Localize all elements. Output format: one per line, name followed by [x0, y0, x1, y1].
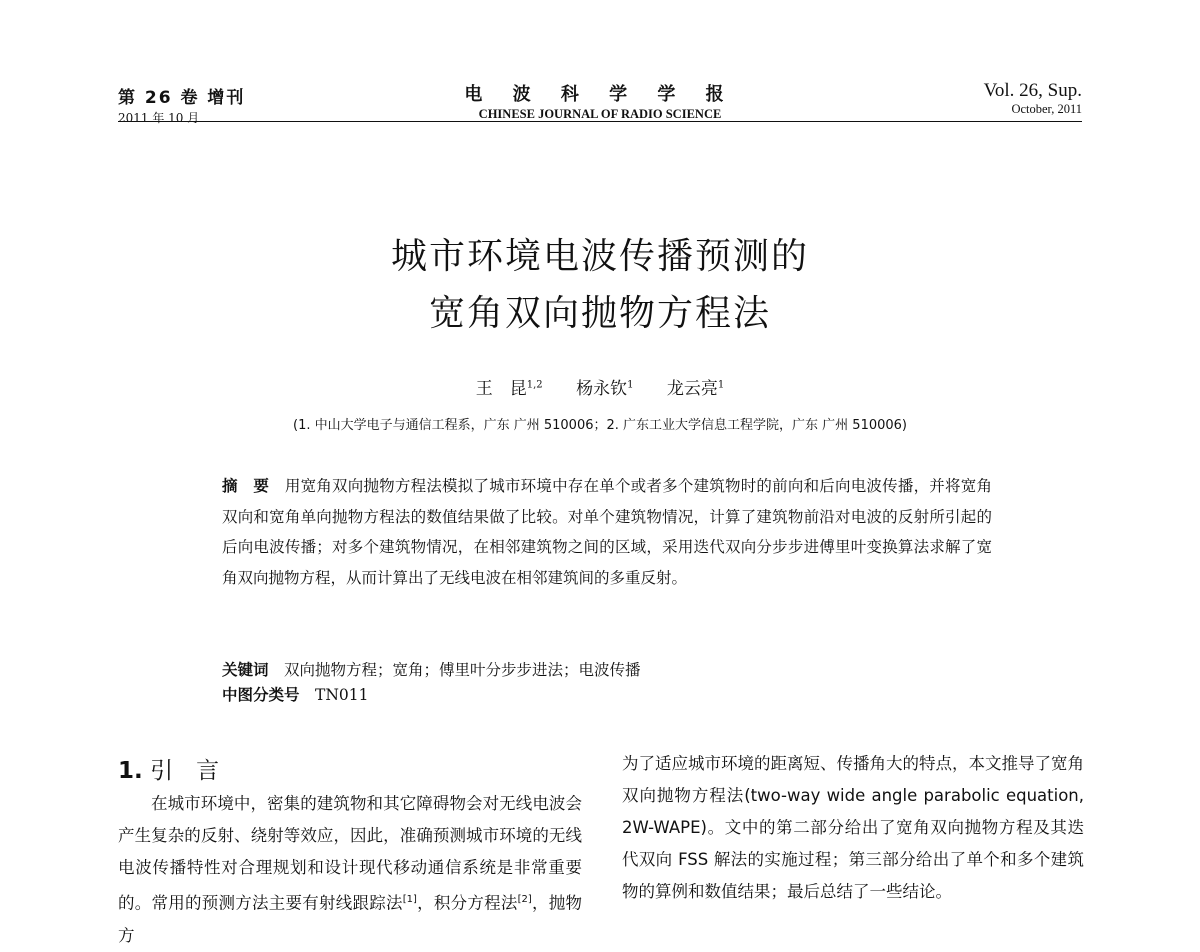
author-affil-sup: 1,2 — [526, 379, 543, 391]
keywords-text: 双向抛物方程；宽角；傅里叶分步步进法；电波传播 — [284, 661, 641, 679]
body-left-column — [118, 788, 582, 952]
volume-cn: 第 26 卷 增刊 — [118, 88, 246, 108]
volume-en: Vol. 26, Sup. — [983, 80, 1082, 101]
author — [667, 379, 724, 399]
paper-title-line1: 城市环境电波传播预测的 — [390, 236, 809, 277]
journal-title-en: CHINESE JOURNAL OF RADIO SCIENCE — [478, 107, 722, 121]
citation: [2] — [517, 894, 532, 905]
author-affil-sup: 1 — [627, 379, 634, 391]
header-right — [984, 80, 1082, 117]
body-text: ，积分方程法 — [416, 893, 518, 913]
journal-title-cn: 电 波 科 学 学 报 — [464, 84, 736, 105]
classification — [222, 683, 369, 705]
abstract-label: 摘 要 — [222, 477, 270, 495]
author-affil-sup: 1 — [717, 379, 725, 391]
body-right-column: 为了适应城市环境的距离短、传播角大的特点，本文推导了宽角双向抛物方程法(two-way wide angle parabolic equation, 2W-WAPE)。文中的第二部分给出了宽角双向抛物方程及其迭代双向 FSS 解法的实施过程；第三部分给出了单个和多个建筑物的算例和数值结果；最后总结了一些结论。 — [622, 754, 1084, 901]
body-text: ，抛物方 — [118, 893, 583, 945]
author-name: 杨永钦 — [576, 379, 628, 399]
author — [476, 379, 543, 399]
abstract — [222, 471, 992, 593]
date-cn: 2011 年 10 月 — [118, 111, 200, 125]
date-en: October, 2011 — [1011, 102, 1082, 116]
author-name: 龙云亮 — [666, 379, 718, 399]
section-heading — [118, 752, 219, 785]
abstract-text: 用宽角双向抛物方程法模拟了城市环境中存在单个或者多个建筑物时的前向和后向电波传播，并将宽角双向和宽角单向抛物方程法的数值结果做了比较。对单个建筑物情况，计算了建筑物前沿对电波的反射所引起的后向电波传播；对多个建筑物情况，在相邻建筑物之间的区域，采用迭代双向分步步进傅里叶变换算法求解了宽角双向抛物方程，从而计算出了无线电波在相邻建筑间的多重反射。 — [222, 477, 992, 587]
section-number: 1. — [118, 758, 143, 784]
keywords-label: 关键词 — [222, 661, 269, 679]
author-name: 王 昆 — [475, 379, 527, 399]
body-text: 在城市环境中，密集的建筑物和其它障碍物会对无线电波会产生复杂的反射、绕射等效应，因此，准确预测城市环境的无线电波传播特性对合理规划和设计现代移动通信系统是非常重要的。常用的预测方法主要有射线跟踪法 — [118, 794, 582, 913]
citation: [1] — [402, 894, 417, 905]
clc-label: 中图分类号 — [222, 686, 300, 704]
paper-title-line2: 宽角双向抛物方程法 — [428, 293, 771, 334]
clc-code: TN011 — [315, 686, 369, 704]
author — [576, 379, 633, 399]
author-list — [0, 374, 1200, 399]
affiliation: (1. 中山大学电子与通信工程系，广东 广州 510006；2. 广东工业大学信息工程学院，广东 广州 510006) — [293, 418, 907, 433]
section-title: 引 言 — [150, 758, 220, 784]
header-rule — [118, 121, 1082, 122]
keywords — [222, 658, 641, 680]
